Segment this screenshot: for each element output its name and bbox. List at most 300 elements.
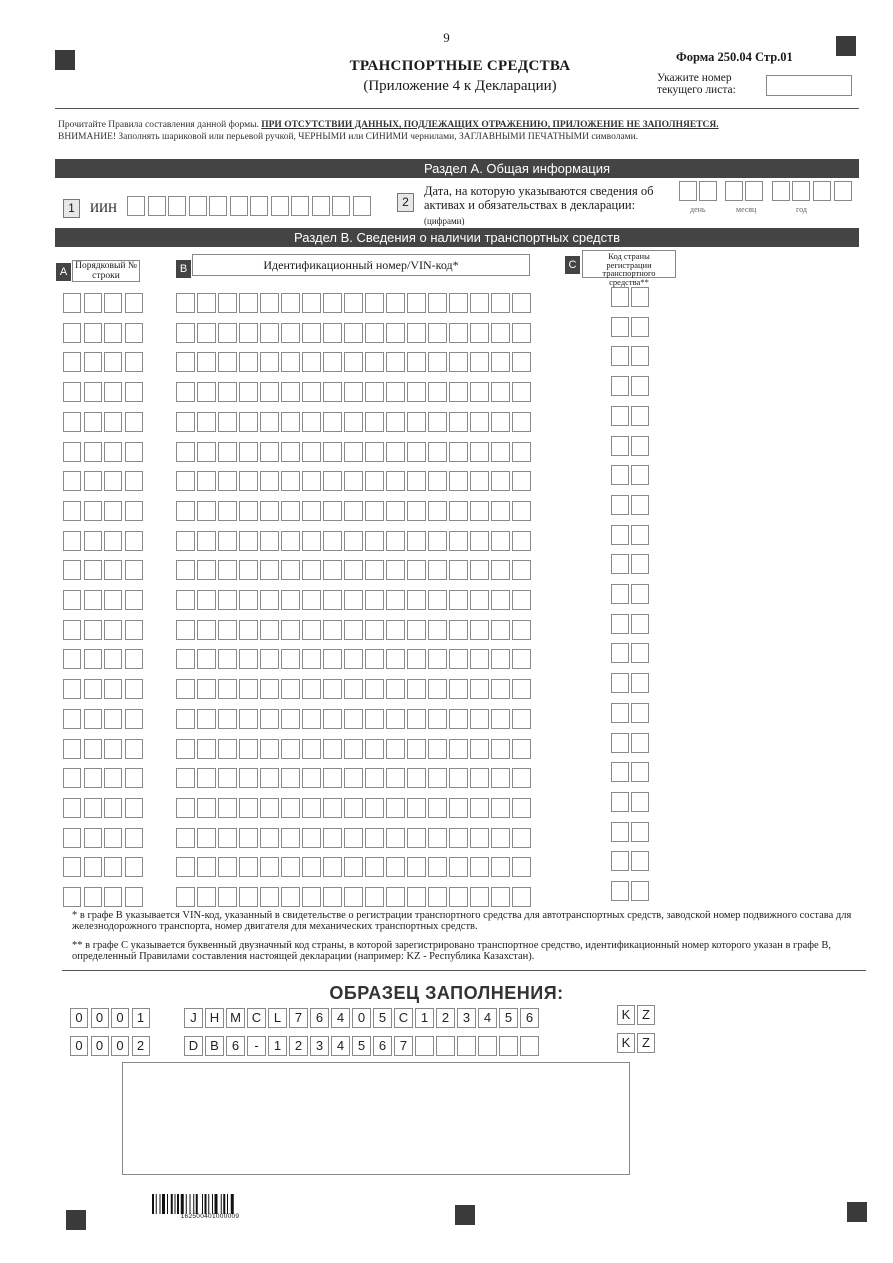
vin-cell[interactable] xyxy=(323,828,342,848)
vin-cell[interactable] xyxy=(323,739,342,759)
vin-cell[interactable] xyxy=(491,828,510,848)
vin-cell[interactable] xyxy=(218,768,237,788)
vin-cell[interactable] xyxy=(386,857,405,877)
vin-cell[interactable] xyxy=(281,323,300,343)
vin-cell[interactable] xyxy=(218,857,237,877)
vin-cell[interactable] xyxy=(428,412,447,432)
vin-cell[interactable] xyxy=(512,590,531,610)
vin-cell[interactable] xyxy=(302,798,321,818)
vin-cell[interactable] xyxy=(281,531,300,551)
vin-cell[interactable] xyxy=(491,798,510,818)
country-code-cell[interactable] xyxy=(631,287,649,307)
vin-cell[interactable] xyxy=(428,471,447,491)
vin-cell[interactable] xyxy=(365,739,384,759)
row-number-cell[interactable] xyxy=(84,293,102,313)
vin-cell[interactable] xyxy=(239,471,258,491)
vin-cell[interactable] xyxy=(407,828,426,848)
vin-cell[interactable] xyxy=(344,590,363,610)
vin-cell[interactable] xyxy=(449,501,468,521)
vin-cell[interactable] xyxy=(302,828,321,848)
row-number-cell[interactable] xyxy=(125,442,143,462)
date-digit-cell[interactable] xyxy=(772,181,790,201)
vin-cell[interactable] xyxy=(449,352,468,372)
vin-cell[interactable] xyxy=(407,442,426,462)
vin-cell[interactable] xyxy=(365,798,384,818)
vin-cell[interactable] xyxy=(197,620,216,640)
vin-cell[interactable] xyxy=(512,798,531,818)
vin-cell[interactable] xyxy=(407,352,426,372)
row-number-cell[interactable] xyxy=(63,323,81,343)
vin-cell[interactable] xyxy=(176,620,195,640)
vin-cell[interactable] xyxy=(239,679,258,699)
vin-cell[interactable] xyxy=(218,442,237,462)
vin-cell[interactable] xyxy=(386,323,405,343)
vin-cell[interactable] xyxy=(365,649,384,669)
vin-cell[interactable] xyxy=(281,560,300,580)
vin-cell[interactable] xyxy=(407,857,426,877)
row-number-cell[interactable] xyxy=(104,887,122,907)
vin-cell[interactable] xyxy=(218,739,237,759)
vin-cell[interactable] xyxy=(176,531,195,551)
vin-cell[interactable] xyxy=(365,531,384,551)
vin-cell[interactable] xyxy=(323,768,342,788)
vin-cell[interactable] xyxy=(260,442,279,462)
vin-cell[interactable] xyxy=(176,649,195,669)
row-number-cell[interactable] xyxy=(104,501,122,521)
country-code-cell[interactable] xyxy=(631,525,649,545)
country-code-cell[interactable] xyxy=(611,614,629,634)
row-number-cell[interactable] xyxy=(63,293,81,313)
vin-cell[interactable] xyxy=(470,382,489,402)
vin-cell[interactable] xyxy=(302,649,321,669)
vin-cell[interactable] xyxy=(302,768,321,788)
vin-cell[interactable] xyxy=(281,828,300,848)
vin-cell[interactable] xyxy=(281,798,300,818)
sample-vin-cell[interactable] xyxy=(457,1036,476,1056)
vin-cell[interactable] xyxy=(470,828,489,848)
vin-cell[interactable] xyxy=(428,293,447,313)
row-number-cell[interactable] xyxy=(125,501,143,521)
vin-cell[interactable] xyxy=(239,857,258,877)
row-number-cell[interactable] xyxy=(104,857,122,877)
vin-cell[interactable] xyxy=(176,501,195,521)
vin-cell[interactable] xyxy=(239,412,258,432)
vin-cell[interactable] xyxy=(218,323,237,343)
vin-cell[interactable] xyxy=(218,620,237,640)
vin-cell[interactable] xyxy=(323,531,342,551)
vin-cell[interactable] xyxy=(302,679,321,699)
row-number-cell[interactable] xyxy=(125,768,143,788)
vin-cell[interactable] xyxy=(176,382,195,402)
vin-cell[interactable] xyxy=(365,709,384,729)
vin-cell[interactable] xyxy=(365,501,384,521)
vin-cell[interactable] xyxy=(176,739,195,759)
sample-row-number-cell[interactable]: 0 xyxy=(111,1008,129,1028)
vin-cell[interactable] xyxy=(449,412,468,432)
country-code-cell[interactable] xyxy=(631,584,649,604)
vin-cell[interactable] xyxy=(218,501,237,521)
vin-cell[interactable] xyxy=(386,887,405,907)
vin-cell[interactable] xyxy=(491,620,510,640)
vin-cell[interactable] xyxy=(302,620,321,640)
vin-cell[interactable] xyxy=(512,739,531,759)
vin-cell[interactable] xyxy=(428,560,447,580)
vin-cell[interactable] xyxy=(218,531,237,551)
row-number-cell[interactable] xyxy=(125,531,143,551)
sample-vin-cell[interactable]: 4 xyxy=(331,1036,350,1056)
sample-vin-cell[interactable]: 5 xyxy=(352,1036,371,1056)
vin-cell[interactable] xyxy=(197,560,216,580)
vin-cell[interactable] xyxy=(218,352,237,372)
country-code-cell[interactable] xyxy=(631,436,649,456)
row-number-cell[interactable] xyxy=(84,412,102,432)
vin-cell[interactable] xyxy=(323,590,342,610)
vin-cell[interactable] xyxy=(344,531,363,551)
vin-cell[interactable] xyxy=(386,442,405,462)
vin-cell[interactable] xyxy=(386,590,405,610)
vin-cell[interactable] xyxy=(428,679,447,699)
vin-cell[interactable] xyxy=(302,590,321,610)
vin-cell[interactable] xyxy=(176,590,195,610)
vin-cell[interactable] xyxy=(323,293,342,313)
vin-cell[interactable] xyxy=(344,293,363,313)
sample-vin-cell[interactable]: 6 xyxy=(310,1008,329,1028)
country-code-cell[interactable] xyxy=(631,614,649,634)
row-number-cell[interactable] xyxy=(84,620,102,640)
vin-cell[interactable] xyxy=(323,323,342,343)
vin-cell[interactable] xyxy=(260,798,279,818)
date-digit-cell[interactable] xyxy=(725,181,743,201)
vin-cell[interactable] xyxy=(365,442,384,462)
vin-cell[interactable] xyxy=(239,828,258,848)
vin-cell[interactable] xyxy=(176,828,195,848)
vin-cell[interactable] xyxy=(218,560,237,580)
sample-row-number-cell[interactable]: 0 xyxy=(70,1008,88,1028)
vin-cell[interactable] xyxy=(197,887,216,907)
vin-cell[interactable] xyxy=(470,352,489,372)
country-code-cell[interactable] xyxy=(611,822,629,842)
vin-cell[interactable] xyxy=(365,768,384,788)
vin-cell[interactable] xyxy=(197,590,216,610)
country-code-cell[interactable] xyxy=(611,525,629,545)
vin-cell[interactable] xyxy=(491,501,510,521)
vin-cell[interactable] xyxy=(491,323,510,343)
row-number-cell[interactable] xyxy=(84,709,102,729)
sample-country-cell[interactable]: Z xyxy=(637,1033,655,1053)
vin-cell[interactable] xyxy=(260,293,279,313)
vin-cell[interactable] xyxy=(449,828,468,848)
sheet-number-input[interactable] xyxy=(766,75,852,96)
vin-cell[interactable] xyxy=(449,857,468,877)
sample-vin-cell[interactable] xyxy=(478,1036,497,1056)
row-number-cell[interactable] xyxy=(104,560,122,580)
vin-cell[interactable] xyxy=(344,382,363,402)
row-number-cell[interactable] xyxy=(104,323,122,343)
vin-cell[interactable] xyxy=(386,412,405,432)
row-number-cell[interactable] xyxy=(63,887,81,907)
vin-cell[interactable] xyxy=(491,649,510,669)
vin-cell[interactable] xyxy=(512,560,531,580)
vin-cell[interactable] xyxy=(491,531,510,551)
vin-cell[interactable] xyxy=(428,768,447,788)
vin-cell[interactable] xyxy=(491,709,510,729)
vin-cell[interactable] xyxy=(470,768,489,788)
row-number-cell[interactable] xyxy=(84,649,102,669)
row-number-cell[interactable] xyxy=(104,352,122,372)
sample-vin-cell[interactable]: 3 xyxy=(457,1008,476,1028)
vin-cell[interactable] xyxy=(302,382,321,402)
sample-vin-cell[interactable]: H xyxy=(205,1008,224,1028)
row-number-cell[interactable] xyxy=(63,382,81,402)
vin-cell[interactable] xyxy=(323,382,342,402)
vin-cell[interactable] xyxy=(197,352,216,372)
sample-vin-cell[interactable]: 7 xyxy=(394,1036,413,1056)
vin-cell[interactable] xyxy=(512,709,531,729)
vin-cell[interactable] xyxy=(197,768,216,788)
vin-cell[interactable] xyxy=(512,531,531,551)
row-number-cell[interactable] xyxy=(63,679,81,699)
vin-cell[interactable] xyxy=(197,323,216,343)
row-number-cell[interactable] xyxy=(104,442,122,462)
vin-cell[interactable] xyxy=(512,857,531,877)
vin-cell[interactable] xyxy=(428,590,447,610)
iin-digit-cell[interactable] xyxy=(250,196,268,216)
country-code-cell[interactable] xyxy=(611,317,629,337)
vin-cell[interactable] xyxy=(491,382,510,402)
row-number-cell[interactable] xyxy=(63,620,81,640)
vin-cell[interactable] xyxy=(260,887,279,907)
vin-cell[interactable] xyxy=(344,768,363,788)
vin-cell[interactable] xyxy=(302,293,321,313)
vin-cell[interactable] xyxy=(197,382,216,402)
vin-cell[interactable] xyxy=(239,352,258,372)
row-number-cell[interactable] xyxy=(125,293,143,313)
vin-cell[interactable] xyxy=(386,768,405,788)
vin-cell[interactable] xyxy=(260,590,279,610)
vin-cell[interactable] xyxy=(449,709,468,729)
country-code-cell[interactable] xyxy=(611,406,629,426)
vin-cell[interactable] xyxy=(407,560,426,580)
vin-cell[interactable] xyxy=(365,293,384,313)
vin-cell[interactable] xyxy=(407,323,426,343)
date-digit-cell[interactable] xyxy=(834,181,852,201)
iin-digit-cell[interactable] xyxy=(127,196,145,216)
row-number-cell[interactable] xyxy=(125,471,143,491)
sample-vin-cell[interactable]: C xyxy=(394,1008,413,1028)
vin-cell[interactable] xyxy=(491,768,510,788)
date-digit-cell[interactable] xyxy=(679,181,697,201)
vin-cell[interactable] xyxy=(239,649,258,669)
vin-cell[interactable] xyxy=(407,887,426,907)
vin-cell[interactable] xyxy=(386,531,405,551)
country-code-cell[interactable] xyxy=(611,792,629,812)
vin-cell[interactable] xyxy=(281,857,300,877)
vin-cell[interactable] xyxy=(470,323,489,343)
row-number-cell[interactable] xyxy=(125,590,143,610)
country-code-cell[interactable] xyxy=(631,792,649,812)
vin-cell[interactable] xyxy=(365,352,384,372)
vin-cell[interactable] xyxy=(428,323,447,343)
vin-cell[interactable] xyxy=(323,798,342,818)
vin-cell[interactable] xyxy=(386,471,405,491)
country-code-cell[interactable] xyxy=(631,495,649,515)
vin-cell[interactable] xyxy=(218,828,237,848)
vin-cell[interactable] xyxy=(323,887,342,907)
vin-cell[interactable] xyxy=(365,471,384,491)
vin-cell[interactable] xyxy=(323,560,342,580)
country-code-cell[interactable] xyxy=(611,554,629,574)
vin-cell[interactable] xyxy=(428,382,447,402)
vin-cell[interactable] xyxy=(302,709,321,729)
vin-cell[interactable] xyxy=(491,442,510,462)
vin-cell[interactable] xyxy=(239,768,258,788)
country-code-cell[interactable] xyxy=(631,733,649,753)
vin-cell[interactable] xyxy=(176,857,195,877)
vin-cell[interactable] xyxy=(218,471,237,491)
vin-cell[interactable] xyxy=(239,739,258,759)
vin-cell[interactable] xyxy=(176,471,195,491)
row-number-cell[interactable] xyxy=(104,471,122,491)
vin-cell[interactable] xyxy=(281,501,300,521)
vin-cell[interactable] xyxy=(449,531,468,551)
vin-cell[interactable] xyxy=(491,352,510,372)
vin-cell[interactable] xyxy=(512,293,531,313)
vin-cell[interactable] xyxy=(428,798,447,818)
row-number-cell[interactable] xyxy=(104,798,122,818)
vin-cell[interactable] xyxy=(365,828,384,848)
vin-cell[interactable] xyxy=(470,412,489,432)
row-number-cell[interactable] xyxy=(63,412,81,432)
vin-cell[interactable] xyxy=(428,501,447,521)
vin-cell[interactable] xyxy=(239,709,258,729)
vin-cell[interactable] xyxy=(365,412,384,432)
vin-cell[interactable] xyxy=(197,412,216,432)
vin-cell[interactable] xyxy=(176,768,195,788)
vin-cell[interactable] xyxy=(449,620,468,640)
country-code-cell[interactable] xyxy=(611,346,629,366)
vin-cell[interactable] xyxy=(470,649,489,669)
vin-cell[interactable] xyxy=(197,501,216,521)
vin-cell[interactable] xyxy=(260,857,279,877)
vin-cell[interactable] xyxy=(470,709,489,729)
country-code-cell[interactable] xyxy=(611,376,629,396)
iin-digit-cell[interactable] xyxy=(271,196,289,216)
vin-cell[interactable] xyxy=(323,857,342,877)
vin-cell[interactable] xyxy=(239,798,258,818)
vin-cell[interactable] xyxy=(197,857,216,877)
sample-row-number-cell[interactable]: 1 xyxy=(132,1008,150,1028)
row-number-cell[interactable] xyxy=(63,442,81,462)
row-number-cell[interactable] xyxy=(63,531,81,551)
row-number-cell[interactable] xyxy=(63,352,81,372)
row-number-cell[interactable] xyxy=(84,857,102,877)
sample-vin-cell[interactable]: 4 xyxy=(478,1008,497,1028)
iin-digit-cell[interactable] xyxy=(148,196,166,216)
row-number-cell[interactable] xyxy=(125,323,143,343)
vin-cell[interactable] xyxy=(197,531,216,551)
vin-cell[interactable] xyxy=(449,323,468,343)
vin-cell[interactable] xyxy=(449,798,468,818)
iin-digit-cell[interactable] xyxy=(209,196,227,216)
vin-cell[interactable] xyxy=(239,531,258,551)
sample-vin-cell[interactable]: 5 xyxy=(499,1008,518,1028)
vin-cell[interactable] xyxy=(407,471,426,491)
vin-cell[interactable] xyxy=(470,560,489,580)
country-code-cell[interactable] xyxy=(631,822,649,842)
vin-cell[interactable] xyxy=(365,887,384,907)
vin-cell[interactable] xyxy=(260,471,279,491)
row-number-cell[interactable] xyxy=(84,798,102,818)
vin-cell[interactable] xyxy=(491,412,510,432)
vin-cell[interactable] xyxy=(260,679,279,699)
sample-row-number-cell[interactable]: 0 xyxy=(111,1036,129,1056)
vin-cell[interactable] xyxy=(302,442,321,462)
vin-cell[interactable] xyxy=(449,560,468,580)
sample-row-number-cell[interactable]: 0 xyxy=(91,1008,109,1028)
country-code-cell[interactable] xyxy=(611,643,629,663)
row-number-cell[interactable] xyxy=(63,857,81,877)
vin-cell[interactable] xyxy=(344,471,363,491)
vin-cell[interactable] xyxy=(197,739,216,759)
vin-cell[interactable] xyxy=(470,857,489,877)
vin-cell[interactable] xyxy=(218,293,237,313)
vin-cell[interactable] xyxy=(407,531,426,551)
vin-cell[interactable] xyxy=(407,501,426,521)
vin-cell[interactable] xyxy=(239,501,258,521)
vin-cell[interactable] xyxy=(386,501,405,521)
vin-cell[interactable] xyxy=(470,887,489,907)
vin-cell[interactable] xyxy=(323,442,342,462)
sample-vin-cell[interactable]: L xyxy=(268,1008,287,1028)
row-number-cell[interactable] xyxy=(125,828,143,848)
vin-cell[interactable] xyxy=(176,323,195,343)
vin-cell[interactable] xyxy=(197,798,216,818)
row-number-cell[interactable] xyxy=(125,560,143,580)
sample-vin-cell[interactable]: 1 xyxy=(268,1036,287,1056)
vin-cell[interactable] xyxy=(512,887,531,907)
vin-cell[interactable] xyxy=(386,679,405,699)
vin-cell[interactable] xyxy=(470,620,489,640)
vin-cell[interactable] xyxy=(197,442,216,462)
vin-cell[interactable] xyxy=(365,590,384,610)
vin-cell[interactable] xyxy=(449,293,468,313)
vin-cell[interactable] xyxy=(428,352,447,372)
vin-cell[interactable] xyxy=(344,323,363,343)
vin-cell[interactable] xyxy=(239,560,258,580)
iin-digit-cell[interactable] xyxy=(312,196,330,216)
sample-vin-cell[interactable]: 6 xyxy=(373,1036,392,1056)
vin-cell[interactable] xyxy=(281,768,300,788)
vin-cell[interactable] xyxy=(491,739,510,759)
sample-row-number-cell[interactable]: 2 xyxy=(132,1036,150,1056)
vin-cell[interactable] xyxy=(470,501,489,521)
country-code-cell[interactable] xyxy=(611,703,629,723)
vin-cell[interactable] xyxy=(449,739,468,759)
vin-cell[interactable] xyxy=(470,442,489,462)
sample-vin-cell[interactable]: - xyxy=(247,1036,266,1056)
date-digit-cell[interactable] xyxy=(745,181,763,201)
vin-cell[interactable] xyxy=(512,620,531,640)
row-number-cell[interactable] xyxy=(84,531,102,551)
vin-cell[interactable] xyxy=(470,531,489,551)
vin-cell[interactable] xyxy=(218,798,237,818)
vin-cell[interactable] xyxy=(260,382,279,402)
vin-cell[interactable] xyxy=(491,293,510,313)
country-code-cell[interactable] xyxy=(611,762,629,782)
vin-cell[interactable] xyxy=(323,501,342,521)
sample-vin-cell[interactable]: 3 xyxy=(310,1036,329,1056)
sample-vin-cell[interactable]: C xyxy=(247,1008,266,1028)
